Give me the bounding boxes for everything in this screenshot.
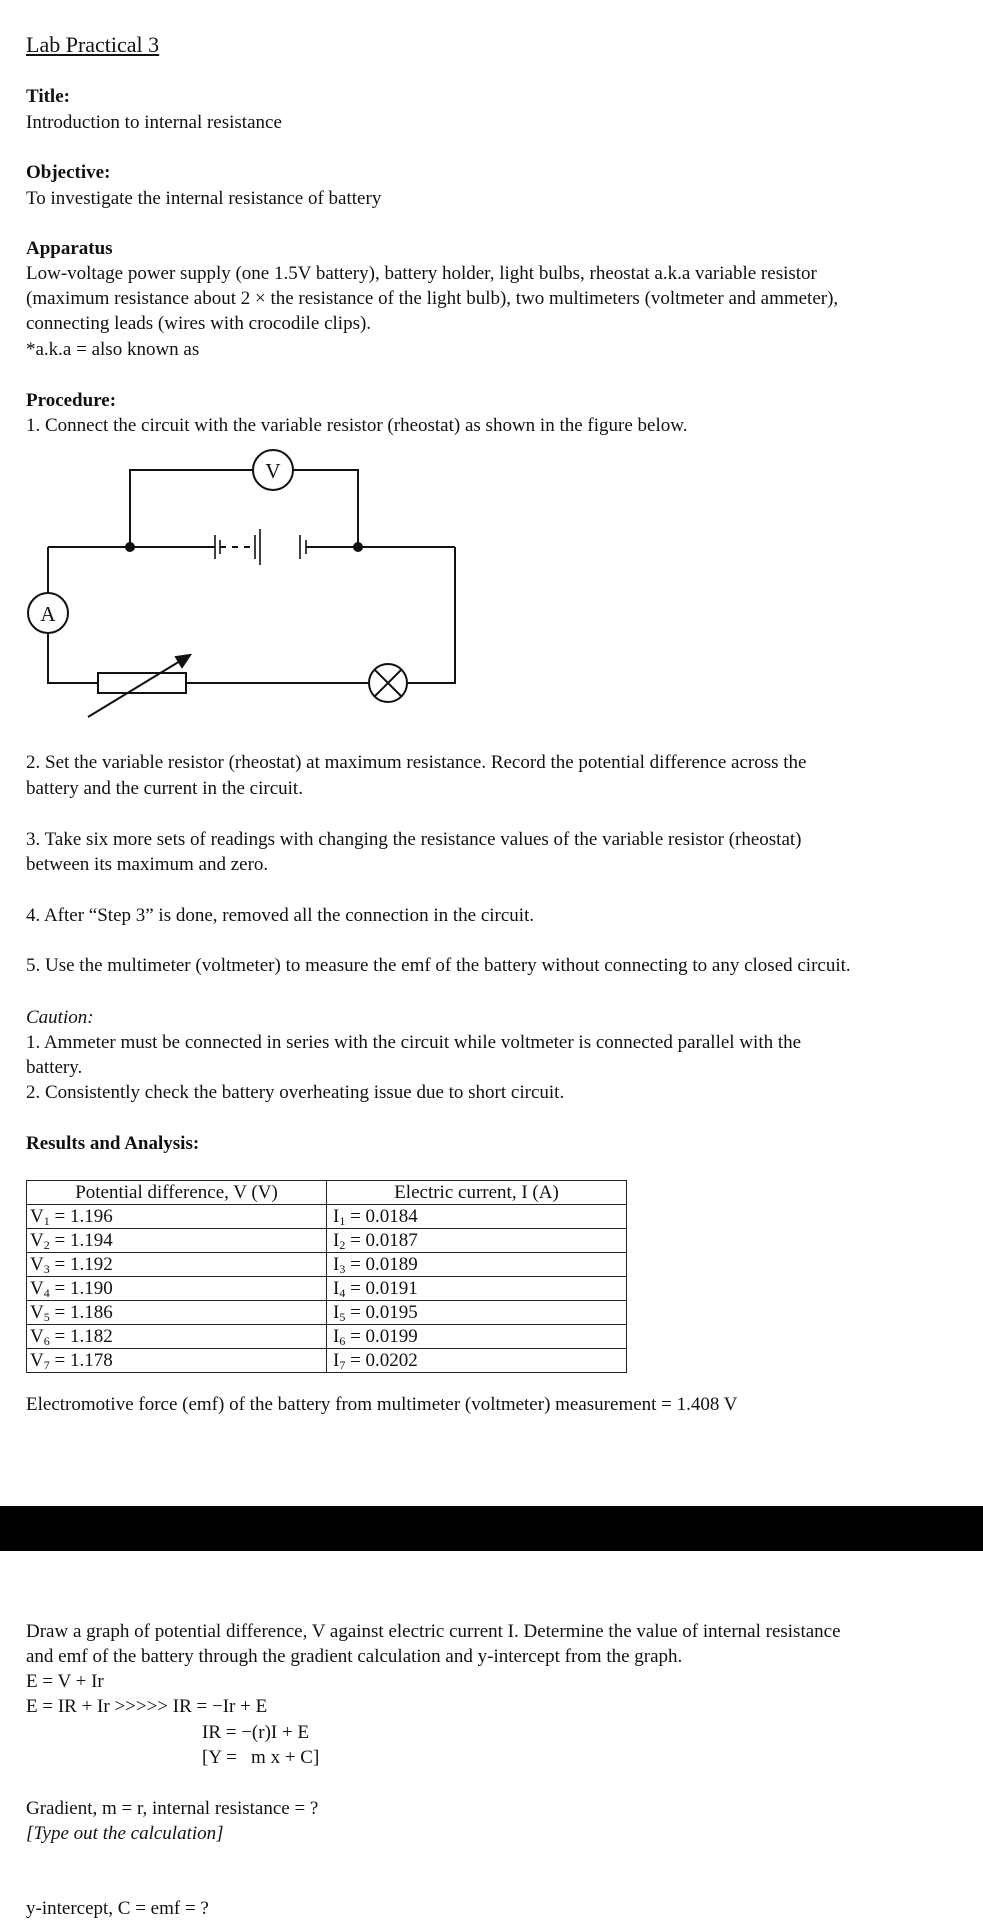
objective-text: To investigate the internal resistance of battery [26, 188, 382, 209]
intercept-question: y-intercept, C = emf = ? [26, 1898, 209, 1919]
voltage-cell: $V_1 = 1.196$ [27, 1205, 327, 1229]
apparatus-note: *a.k.a = also known as [26, 339, 200, 360]
lab-title: Lab Practical 3 [26, 32, 160, 57]
voltage-cell: $V_4 = 1.190$ [27, 1277, 327, 1301]
apparatus-line: (maximum resistance about 2 × the resistance of the light bulb), two multimeters (voltmeter and ammeter), [26, 288, 839, 309]
caution-item-2: 2. Consistently check the battery overheating issue due to short circuit. [26, 1082, 565, 1103]
current-cell: $I_7 = 0.0202$ [327, 1349, 627, 1373]
current-cell: $I_3 = 0.0189$ [327, 1253, 627, 1277]
table-header-row [27, 1181, 627, 1205]
black-divider-bar [0, 1506, 983, 1551]
voltage-cell: $V_2 = 1.194$ [27, 1229, 327, 1253]
table-row [27, 1301, 627, 1325]
table-row [27, 1205, 627, 1229]
objective-heading: Objective: [26, 162, 111, 183]
apparatus-heading: Apparatus [26, 238, 113, 259]
analysis-instruction: and emf of the battery through the gradient calculation and y-intercept from the graph. [26, 1646, 683, 1667]
voltage-cell: $V_5 = 1.186$ [27, 1301, 327, 1325]
voltage-cell: $V_6 = 1.182$ [27, 1325, 327, 1349]
caution-heading: Caution: [26, 1007, 94, 1028]
ammeter [28, 593, 68, 633]
results-heading: Results and Analysis: [26, 1133, 200, 1154]
current-cell: $I_4 = 0.0191$ [327, 1277, 627, 1301]
apparatus-line: Low-voltage power supply (one 1.5V battery), battery holder, light bulbs, rheostat a.k.a variable resistor [26, 263, 817, 284]
voltage-cell: $V_3 = 1.192$ [27, 1253, 327, 1277]
title-heading: Title: [26, 86, 70, 107]
procedure-step-5: 5. Use the multimeter (voltmeter) to measure the emf of the battery without connecting to any closed circuit. [26, 955, 851, 976]
current-cell: $I_2 = 0.0187$ [327, 1229, 627, 1253]
ammeter-label: A [40, 602, 56, 626]
current-cell: $I_5 = 0.0195$ [327, 1301, 627, 1325]
voltage-cell: $V_7 = 1.178$ [27, 1349, 327, 1373]
equation: IR = −(r)I + E [202, 1722, 310, 1743]
procedure-step-3: 3. Take six more sets of readings with changing the resistance values of the variable resistor (rheostat) [26, 829, 802, 850]
title-text: Introduction to internal resistance [26, 112, 282, 133]
column-header-voltage: Potential difference, V (V) [27, 1181, 327, 1205]
column-header-current: Electric current, I (A) [327, 1181, 627, 1205]
equation: [Y = m x + C] [202, 1747, 320, 1768]
caution-item-1: battery. [26, 1057, 83, 1078]
results-table [26, 1180, 627, 1373]
gradient-question: Gradient, m = r, internal resistance = ? [26, 1798, 319, 1819]
rheostat [88, 655, 190, 717]
procedure-step-4: 4. After “Step 3” is done, removed all the connection in the circuit. [26, 905, 535, 926]
procedure-step-3: between its maximum and zero. [26, 854, 269, 875]
table-row [27, 1349, 627, 1373]
table-row [27, 1277, 627, 1301]
procedure-step-1: 1. Connect the circuit with the variable resistor (rheostat) as shown in the figure below. [26, 415, 688, 436]
junction-dot [125, 542, 135, 552]
procedure-step-2: 2. Set the variable resistor (rheostat) at maximum resistance. Record the potential difference across the [26, 752, 807, 773]
emf-measurement: Electromotive force (emf) of the battery from multimeter (voltmeter) measurement = 1.408 V [26, 1394, 738, 1415]
table-row [27, 1253, 627, 1277]
voltmeter-label: V [265, 459, 281, 483]
procedure-heading: Procedure: [26, 390, 117, 411]
equation: E = V + Ir [26, 1671, 104, 1692]
circuit-diagram [20, 445, 480, 725]
voltmeter [253, 450, 293, 490]
gradient-calculation-placeholder[interactable]: [Type out the calculation] [26, 1823, 224, 1844]
junction-dot [353, 542, 363, 552]
procedure-step-2: battery and the current in the circuit. [26, 778, 303, 799]
current-cell: $I_6 = 0.0199$ [327, 1325, 627, 1349]
table-row [27, 1229, 627, 1253]
light-bulb [369, 664, 407, 702]
caution-item-1: 1. Ammeter must be connected in series with the circuit while voltmeter is connected parallel with the [26, 1032, 802, 1053]
analysis-instruction: Draw a graph of potential difference, V against electric current I. Determine the value of internal resistance [26, 1621, 841, 1642]
apparatus-line: connecting leads (wires with crocodile clips). [26, 313, 372, 334]
table-row [27, 1325, 627, 1349]
equation: E = IR + Ir >>>>> IR = −Ir + E [26, 1696, 268, 1717]
current-cell: $I_1 = 0.0184$ [327, 1205, 627, 1229]
